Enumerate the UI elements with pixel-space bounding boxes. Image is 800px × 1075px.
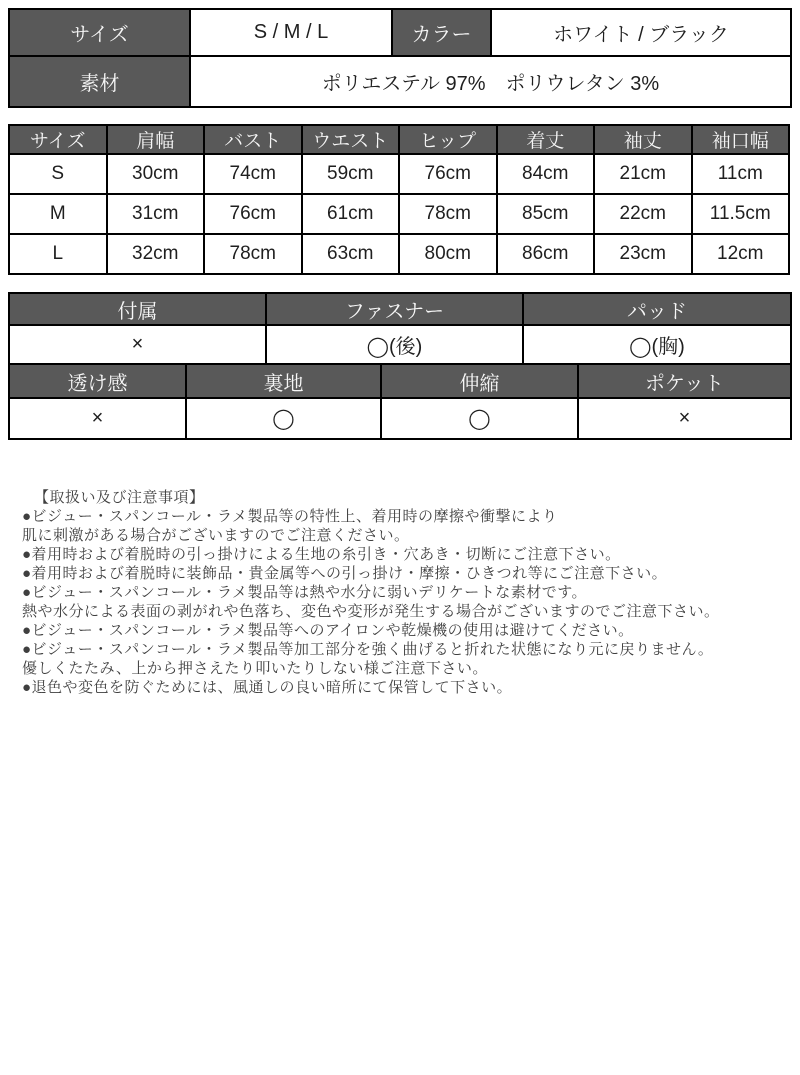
note-line: 優しくたたみ、上から押さえたり叩いたりしない様ご注意下さい。 [22,660,488,677]
cell-shoulder: 32cm [107,234,205,274]
pocket-header: ポケット [578,364,791,398]
cell-length: 84cm [497,154,595,194]
measurements-row-s [9,154,789,194]
measurements-table [8,124,790,275]
cell-shoulder: 31cm [107,194,205,234]
note-line: ●着用時および着脱時の引っ掛けによる生地の糸引き・穴あき・切断にご注意下さい。 [22,546,621,563]
product-spec-sheet [0,8,800,1075]
fastener-header: ファスナー [266,293,523,325]
cell-length: 86cm [497,234,595,274]
material-label-cell: 素材 [9,56,190,107]
col-header-cuff: 袖口幅 [692,125,790,154]
cell-length: 85cm [497,194,595,234]
features-table-b [8,363,792,440]
col-header-sleeve: 袖丈 [594,125,692,154]
cell-waist: 63cm [302,234,400,274]
measurements-row-m [9,194,789,234]
pad-value: ◯(胸) [523,325,791,364]
cell-bust: 74cm [204,154,302,194]
cell-cuff: 11cm [692,154,790,194]
cell-size: L [9,234,107,274]
fastener-value: ◯(後) [266,325,523,364]
material-value-cell: ポリエステル 97% ポリウレタン 3% [190,56,791,107]
stretch-header: 伸縮 [381,364,578,398]
note-line: ●ビジュー・スパンコール・ラメ製品等へのアイロンや乾燥機の使用は避けてください。 [22,622,634,639]
lining-header: 裏地 [186,364,381,398]
sheerness-header: 透け感 [9,364,186,398]
note-line: ●ビジュー・スパンコール・ラメ製品等は熱や水分に弱いデリケートな素材です。 [22,584,588,601]
note-line: ●退色や変色を防ぐためには、風通しの良い暗所にて保管して下さい。 [22,679,513,696]
accessory-value: × [9,325,266,364]
size-value-cell: S / M / L [190,9,392,56]
col-header-size: サイズ [9,125,107,154]
note-line: 肌に刺激がある場合がございますのでご注意ください。 [22,527,410,544]
note-line: ●着用時および着脱時に装飾品・貴金属等への引っ掛け・摩擦・ひきつれ等にご注意下さい。 [22,565,668,582]
note-line: 熱や水分による表面の剥がれや色落ち、変色や変形が発生する場合がございますのでご注意下さい。 [22,603,720,620]
pocket-value: × [578,398,791,439]
note-line: ●ビジュー・スパンコール・ラメ製品等加工部分を強く曲げると折れた状態になり元に戻りません。 [22,641,714,658]
features-table-a [8,292,792,365]
col-header-length: 着丈 [497,125,595,154]
cell-size: M [9,194,107,234]
cell-size: S [9,154,107,194]
cell-bust: 76cm [204,194,302,234]
note-line: ●ビジュー・スパンコール・ラメ製品等の特性上、着用時の摩擦や衝撃により [22,508,558,525]
size-label-cell: サイズ [9,9,190,56]
cell-hip: 80cm [399,234,497,274]
cell-cuff: 11.5cm [692,194,790,234]
cell-bust: 78cm [204,234,302,274]
col-header-waist: ウエスト [302,125,400,154]
size-color-material-table [8,8,792,108]
stretch-value: ◯ [381,398,578,439]
pad-header: パッド [523,293,791,325]
measurements-row-l [9,234,789,274]
lining-value: ◯ [186,398,381,439]
cell-sleeve: 21cm [594,154,692,194]
cell-waist: 59cm [302,154,400,194]
cell-hip: 78cm [399,194,497,234]
cell-waist: 61cm [302,194,400,234]
col-header-bust: バスト [204,125,302,154]
col-header-hip: ヒップ [399,125,497,154]
color-label-cell: カラー [392,9,491,56]
cell-sleeve: 22cm [594,194,692,234]
cell-hip: 76cm [399,154,497,194]
handling-notes-title: 【取扱い及び注意事項】 [34,489,205,506]
sheerness-value: × [9,398,186,439]
accessory-header: 付属 [9,293,266,325]
measurements-header-row [9,125,789,154]
color-value-cell: ホワイト / ブラック [491,9,791,56]
col-header-shoulder: 肩幅 [107,125,205,154]
cell-sleeve: 23cm [594,234,692,274]
cell-cuff: 12cm [692,234,790,274]
cell-shoulder: 30cm [107,154,205,194]
handling-notes [22,488,800,697]
